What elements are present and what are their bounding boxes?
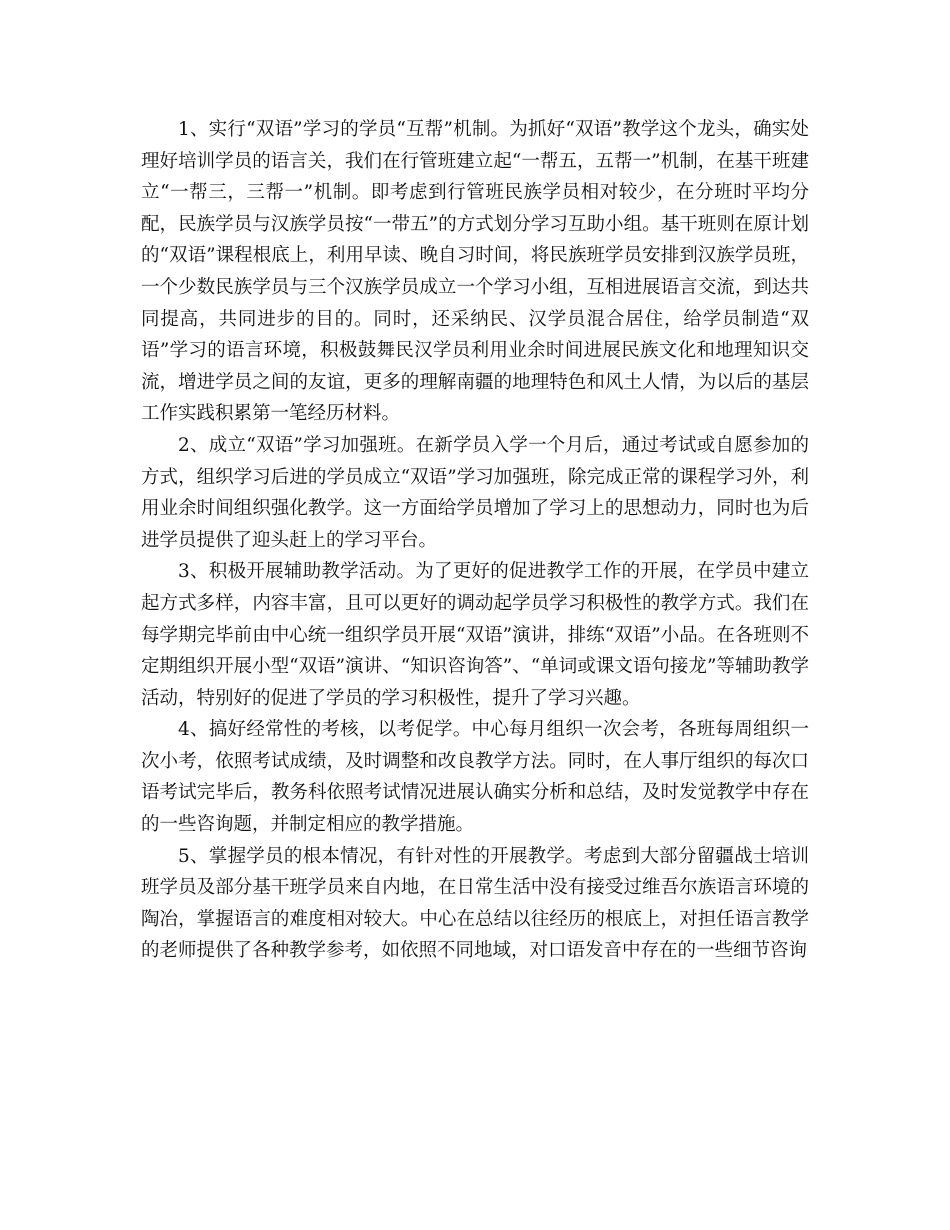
paragraph-3: 3、积极开展辅助教学活动。为了更好的促进教学工作的开展，在学员中建立起方式多样，内容丰富，且可以更好的调动起学员学习积极性的教学方式。我们在每学期完毕前由中心统一组织学员开展“双语”演讲，排练“双语”小品。在各班则不定期组织开展小型“双语”演讲、“知识咨询答”、“单词或课文语句接龙”等辅助教学活动，特别好的促进了学员的学习积极性，提升了学习兴趣。 — [141, 561, 809, 709]
paragraph-4: 4、搞好经常性的考核，以考促学。中心每月组织一次会考，各班每周组织一次小考，依照考试成绩，及时调整和改良教学方法。同时，在人事厅组织的每次口语考试完毕后，教务科依照考试情况进展认确实分析和总结，及时发觉教学中存在的一些咨询题，并制定相应的教学措施。 — [141, 719, 809, 836]
document-body — [141, 114, 809, 967]
paragraph-2: 2、成立“双语”学习加强班。在新学员入学一个月后，通过考试或自愿参加的方式，组织学习后进的学员成立“双语”学习加强班，除完成正常的课程学习外，利用业余时间组织强化教学。这一方面给学员增加了学习上的思想动力，同时也为后进学员提供了迎头赶上的学习平台。 — [141, 434, 809, 551]
paragraph-1: 1、实行“双语”学习的学员“互帮”机制。为抓好“双语”教学这个龙头，确实处理好培训学员的语言关，我们在行管班建立起“一帮五，五帮一”机制，在基干班建立“一帮三，三帮一”机制。即考虑到行管班民族学员相对较少，在分班时平均分配，民族学员与汉族学员按“一带五”的方式划分学习互助小组。基干班则在原计划的“双语”课程根底上，利用早读、晚自习时间，将民族班学员安排到汉族学员班，一个少数民族学员与三个汉族学员成立一个学习小组，互相进展语言交流，到达共同提高，共同进步的目的。同时，还采纳民、汉学员混合居住，给学员制造“双语”学习的语言环境，积极鼓舞民汉学员利用业余时间进展民族文化和地理知识交流，增进学员之间的友谊，更多的理解南疆的地理特色和风土人情，为以后的基层工作实践积累第一笔经历材料。 — [141, 119, 809, 425]
paragraph-5: 5、掌握学员的根本情况，有针对性的开展教学。考虑到大部分留疆战士培训班学员及部分基干班学员来自内地，在日常生活中没有接受过维吾尔族语言环境的陶冶，掌握语言的难度相对较大。中心在总结以往经历的根底上，对担任语言教学的老师提供了各种教学参考，如依照不同地域，对口语发音中存在的一些细节咨询 — [141, 845, 809, 962]
